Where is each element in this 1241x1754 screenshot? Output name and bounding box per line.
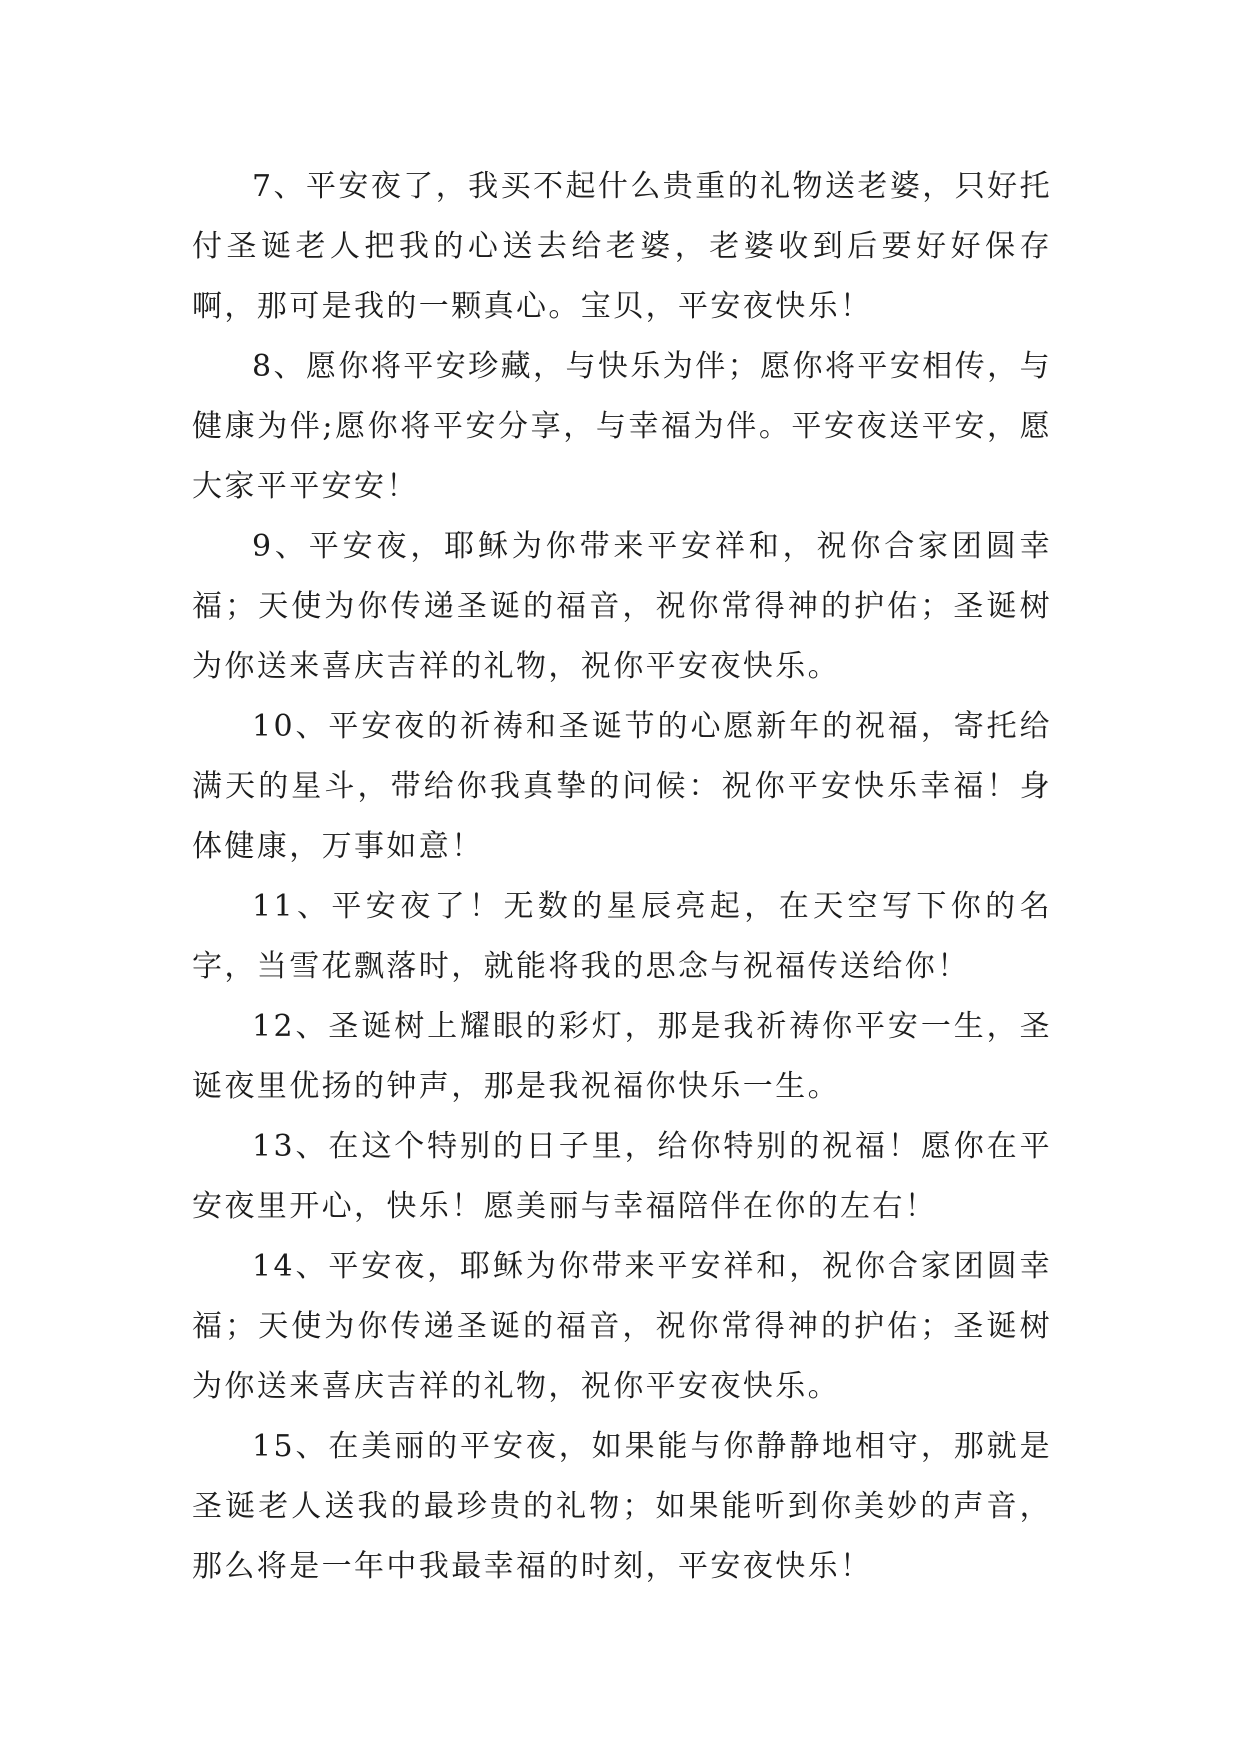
paragraph-9: 9、平安夜，耶稣为你带来平安祥和，祝你合家团圆幸福；天使为你传递圣诞的福音，祝你常得神的护佑；圣诞树为你送来喜庆吉祥的礼物，祝你平安夜快乐。 [192, 529, 1052, 684]
paragraph-15: 15、在美丽的平安夜，如果能与你静静地相守，那就是圣诞老人送我的最珍贵的礼物；如果能听到你美妙的声音，那么将是一年中我最幸福的时刻，平安夜快乐！ [192, 1429, 1052, 1584]
paragraph-11: 11、平安夜了！无数的星辰亮起，在天空写下你的名字，当雪花飘落时，就能将我的思念与祝福传送给你！ [192, 889, 1052, 984]
paragraph-10: 10、平安夜的祈祷和圣诞节的心愿新年的祝福，寄托给满天的星斗，带给你我真挚的问候：祝你平安快乐幸福！身体健康，万事如意！ [192, 709, 1052, 864]
paragraph-13: 13、在这个特别的日子里，给你特别的祝福！愿你在平安夜里开心，快乐！愿美丽与幸福陪伴在你的左右！ [192, 1129, 1052, 1224]
paragraph-12: 12、圣诞树上耀眼的彩灯，那是我祈祷你平安一生，圣诞夜里优扬的钟声，那是我祝福你快乐一生。 [192, 1009, 1052, 1104]
paragraph-8: 8、愿你将平安珍藏，与快乐为伴；愿你将平安相传，与健康为伴;愿你将平安分享，与幸福为伴。平安夜送平安，愿大家平平安安！ [192, 349, 1052, 504]
paragraph-14: 14、平安夜，耶稣为你带来平安祥和，祝你合家团圆幸福；天使为你传递圣诞的福音，祝你常得神的护佑；圣诞树为你送来喜庆吉祥的礼物，祝你平安夜快乐。 [192, 1249, 1052, 1404]
paragraph-7: 7、平安夜了，我买不起什么贵重的礼物送老婆，只好托付圣诞老人把我的心送去给老婆，老婆收到后要好好保存啊，那可是我的一颗真心。宝贝，平安夜快乐！ [192, 169, 1052, 324]
document-body [192, 157, 1052, 1597]
